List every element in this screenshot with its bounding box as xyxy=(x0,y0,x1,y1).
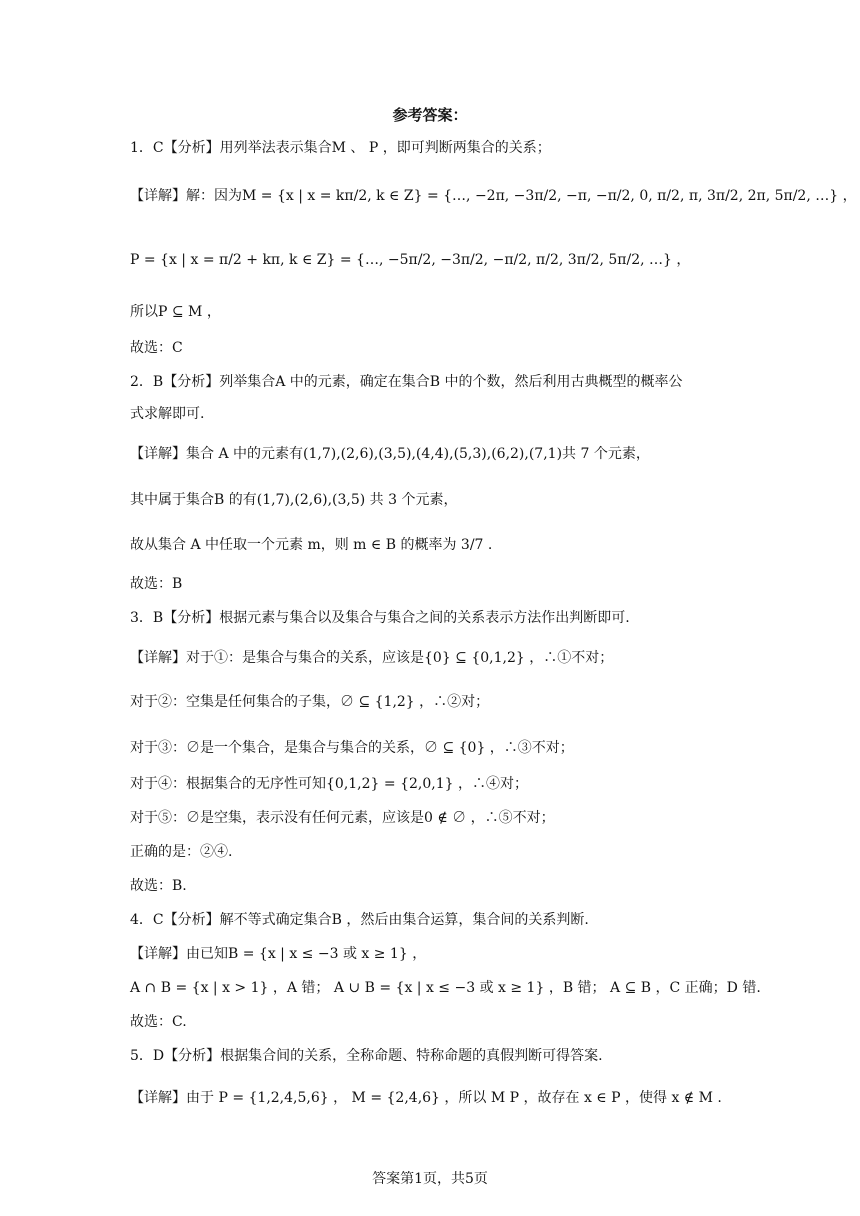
text-line: 对于②：空集是任何集合的子集，∅ ⊆ {1,2} ，∴②对； xyxy=(130,694,490,710)
text-line: 其中属于集合B 的有(1,7),(2,6),(3,5) 共 3 个元素， xyxy=(130,492,458,508)
text-line: 3．B【分析】根据元素与集合以及集合与集合之间的关系表示方法作出判断即可. xyxy=(130,610,630,626)
page-footer: 答案第1页，共5页 xyxy=(372,1171,488,1187)
text-line: P = {x | x = π/2 + kπ, k ∈ Z} = {…, −5π/2, −3π/2, −π/2, π/2, 3π/2, 5π/2, …} ， xyxy=(130,252,691,268)
page-title: 参考答案： xyxy=(392,106,468,124)
text-line: 【详解】集合 A 中的元素有(1,7),(2,6),(3,5),(4,4),(5,3),(6,2),(7,1)共 7 个元素， xyxy=(130,446,650,462)
text-line: 故选：B. xyxy=(130,878,187,894)
text-line: 2．B【分析】列举集合A 中的元素，确定在集合B 中的个数，然后利用古典概型的概率公 xyxy=(130,374,683,390)
text-line: 故选：B xyxy=(130,576,183,592)
text-line: 【详解】解：因为M = {x | x = kπ/2, k ∈ Z} = {…, −2π, −3π/2, −π, −π/2, 0, π/2, π, 3π/2, 2π, 5π/2, …} ， xyxy=(130,188,857,204)
text-line: 所以P ⊆ M ， xyxy=(130,304,221,320)
text-line: 对于④：根据集合的无序性可知{0,1,2} = {2,0,1} ，∴④对； xyxy=(130,776,528,792)
text-line: 【详解】由已知B = {x | x ≤ −3 或 x ≥ 1} ， xyxy=(130,946,427,962)
text-line: A ∩ B = {x | x > 1} ，A 错； A ∪ B = {x | x ≤ −3 或 x ≥ 1} ，B 错； A ⊆ B ，C 正确；D 错. xyxy=(130,980,761,996)
text-line: 故选：C xyxy=(130,340,183,356)
text-line: 4．C【分析】解不等式确定集合B ，然后由集合运算，集合间的关系判断. xyxy=(130,912,589,928)
text-line: 1．C【分析】用列举法表示集合M 、 P ，即可判断两集合的关系； xyxy=(130,140,551,156)
text-line: 5．D【分析】根据集合间的关系，全称命题、特称命题的真假判断可得答案. xyxy=(130,1048,603,1064)
text-line: 【详解】由于 P = {1,2,4,5,6} ， M = {2,4,6} ，所以 M P ，故存在 x ∈ P ，使得 x ∉ M . xyxy=(130,1090,722,1106)
text-line: 对于⑤：∅是空集，表示没有任何元素，应该是0 ∉ ∅ ，∴⑤不对； xyxy=(130,810,555,826)
text-line: 正确的是：②④. xyxy=(130,844,233,860)
text-line: 故从集合 A 中任取一个元素 m，则 m ∈ B 的概率为 3/7 . xyxy=(130,537,493,553)
text-line: 故选：C. xyxy=(130,1014,187,1030)
text-line: 对于③：∅是一个集合，是集合与集合的关系，∅ ⊆ {0} ，∴③不对； xyxy=(130,740,574,756)
text-line: 式求解即可. xyxy=(130,406,205,422)
text-line: 【详解】对于①：是集合与集合的关系，应该是{0} ⊆ {0,1,2} ，∴①不对； xyxy=(130,650,614,666)
